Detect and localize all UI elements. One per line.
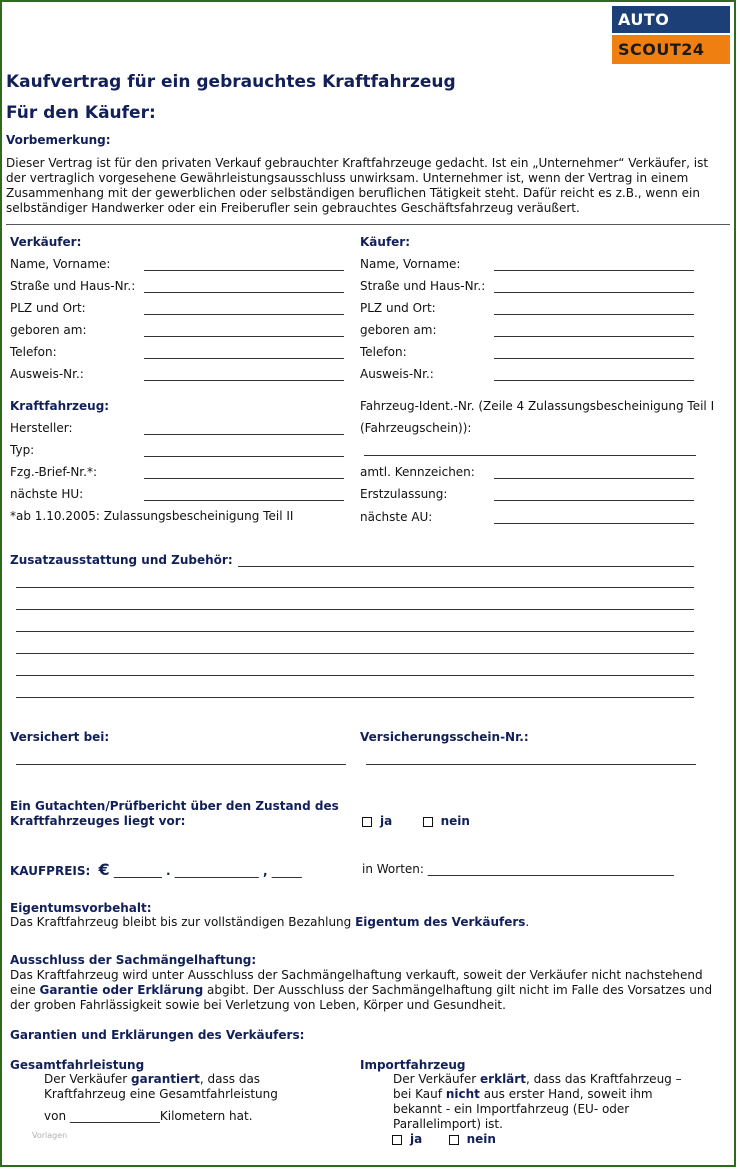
price-thousands-field[interactable]: ______________ [174, 864, 259, 878]
vehicle-field-input[interactable] [144, 500, 344, 501]
seller-field-label: geboren am: [10, 323, 87, 337]
retention-text-plain: Das Kraftfahrzeug bleibt bis zur vollständigen Bezahlung [10, 915, 356, 929]
watermark-text: Vorlagen [32, 1131, 68, 1140]
mileage-heading: Gesamtfahrleistung [10, 1058, 145, 1072]
expertise-yes-checkbox[interactable] [362, 817, 372, 827]
preamble-heading: Vorbemerkung: [6, 133, 111, 147]
import-line2 [393, 1087, 653, 1101]
mileage-text-1: Der Verkäufer [44, 1072, 132, 1086]
buyer-field-label: geboren am: [360, 323, 437, 337]
liability-text-2: abgibt. Der Ausschluss der Sachmängelhaftung gilt nicht im Falle des Vorsatzes und der groben Fahrlässigkeit sowie bei Verletzung von Leben, Körper und Gesundheit. [10, 983, 713, 1012]
expertise-no-checkbox[interactable] [423, 817, 433, 827]
vehicle-field-label: Typ: [10, 443, 35, 457]
autoscout24-logo [612, 6, 730, 64]
insured-by-field[interactable] [16, 764, 346, 765]
seller-field-input[interactable] [144, 314, 344, 315]
buyer-field-label: Name, Vorname: [360, 257, 461, 271]
expertise-options [362, 814, 470, 828]
price-dot: . [166, 864, 171, 878]
extras-line[interactable] [16, 631, 694, 632]
logo-top: AUTO [612, 6, 730, 33]
vehicle-right-field-input[interactable] [494, 500, 694, 501]
policy-no-label: Versicherungsschein-Nr.: [360, 730, 529, 744]
seller-field-label: Telefon: [10, 345, 57, 359]
extras-field[interactable] [238, 566, 694, 567]
buyer-field-label: Telefon: [360, 345, 407, 359]
page-subtitle: Für den Käufer: [6, 103, 156, 123]
import-heading: Importfahrzeug [360, 1058, 466, 1072]
price-cents-field[interactable]: _____ [271, 864, 302, 878]
import-text-bold-2: nicht [445, 1087, 480, 1101]
retention-heading: Eigentumsvorbehalt: [10, 901, 152, 915]
extras-line[interactable] [16, 675, 694, 676]
guarantees-heading: Garantien und Erklärungen des Verkäufers: [10, 1028, 305, 1042]
liability-heading: Ausschluss der Sachmängelhaftung: [10, 953, 257, 967]
seller-field-input[interactable] [144, 270, 344, 271]
import-line3: bekannt - ein Importfahrzeug (EU- oder [393, 1102, 630, 1116]
vehicle-field-input[interactable] [144, 478, 344, 479]
mileage-line1 [44, 1072, 260, 1086]
euro-sign: € [98, 860, 110, 879]
retention-text-bold: Eigentum des Verkäufers [355, 915, 526, 929]
vehicle-right-field-input[interactable] [494, 478, 694, 479]
vin-label: Fahrzeug-Ident.-Nr. (Zeile 4 Zulassungsbescheinigung Teil I [360, 399, 715, 413]
vehicle-field-label: nächste HU: [10, 487, 84, 501]
seller-field-input[interactable] [144, 380, 344, 381]
divider [6, 224, 730, 225]
vin-field[interactable] [364, 455, 696, 456]
seller-field-label: Straße und Haus-Nr.: [10, 279, 136, 293]
import-text-4: aus erster Hand, soweit ihm [479, 1087, 653, 1101]
seller-field-input[interactable] [144, 336, 344, 337]
liability-text-1: Das Kraftfahrzeug wird unter Ausschluss der Sachmängelhaftung verkauft, soweit der Verkäufer nicht nachstehend eine [10, 968, 703, 997]
import-line1 [393, 1072, 682, 1086]
seller-field-input[interactable] [144, 358, 344, 359]
price-row [10, 860, 302, 879]
seller-field-input[interactable] [144, 292, 344, 293]
liability-text-bold: Garantie oder Erklärung [39, 983, 204, 997]
buyer-field-input[interactable] [494, 380, 694, 381]
vin-label-2: (Fahrzeugschein)): [360, 421, 472, 435]
extras-heading: Zusatzausstattung und Zubehör: [10, 553, 233, 567]
seller-heading: Verkäufer: [10, 235, 82, 249]
buyer-field-input[interactable] [494, 358, 694, 359]
mileage-text-2: , dass das [199, 1072, 261, 1086]
import-text-1: Der Verkäufer [393, 1072, 481, 1086]
buyer-field-label: Ausweis-Nr.: [360, 367, 434, 381]
seller-field-label: Ausweis-Nr.: [10, 367, 84, 381]
import-line4: Parallelimport) ist. [393, 1117, 503, 1131]
buyer-field-input[interactable] [494, 270, 694, 271]
import-text-3: bei Kauf [393, 1087, 446, 1101]
vehicle-field-input[interactable] [144, 434, 344, 435]
price-euros-field[interactable]: ________ [113, 864, 162, 878]
page-title: Kaufvertrag für ein gebrauchtes Kraftfahrzeug [6, 72, 456, 92]
extras-line[interactable] [16, 587, 694, 588]
price-label: KAUFPREIS: [10, 864, 91, 878]
vehicle-heading: Kraftfahrzeug: [10, 399, 110, 413]
vehicle-right-field-input[interactable] [494, 523, 694, 524]
vehicle-field-label: Hersteller: [10, 421, 73, 435]
buyer-field-label: Straße und Haus-Nr.: [360, 279, 486, 293]
import-options [392, 1132, 496, 1146]
import-no-label: nein [466, 1132, 496, 1146]
retention-text-end: . [525, 915, 530, 929]
price-comma: , [262, 864, 268, 878]
expertise-yes-label: ja [380, 814, 393, 828]
expertise-line2: Kraftfahrzeuges liegt vor: [10, 814, 186, 828]
vehicle-right-field-label: Erstzulassung: [360, 487, 448, 501]
extras-line[interactable] [16, 697, 694, 698]
seller-field-label: Name, Vorname: [10, 257, 111, 271]
buyer-field-input[interactable] [494, 292, 694, 293]
buyer-field-label: PLZ und Ort: [360, 301, 436, 315]
seller-field-label: PLZ und Ort: [10, 301, 86, 315]
mileage-line2: Kraftfahrzeug eine Gesamtfahrleistung [44, 1087, 278, 1101]
vehicle-right-field-label: nächste AU: [360, 510, 433, 524]
logo-bottom: SCOUT24 [612, 35, 730, 64]
extras-line[interactable] [16, 609, 694, 610]
expertise-no-label: nein [440, 814, 470, 828]
preamble-text: Dieser Vertrag ist für den privaten Verkauf gebrauchter Kraftfahrzeuge gedacht. Ist ein „Unternehmer“ Verkäufer, ist der vertraglich vorgesehene Gewährleistungsausschluss unwirksam. Unternehmer ist, wenn der Vertrag in einem Zusammenhang mit der gewerblichen oder selbständigen beruflichen Tätigkeit steht. Dafür reicht es z.B., wenn ein selbständiger Handwerker oder ein Freiberufler sein gebrauchtes Geschäftsfahrzeug veräußert. [6, 156, 709, 215]
extras-line[interactable] [16, 653, 694, 654]
import-text-2: , dass das Kraftfahrzeug – [525, 1072, 682, 1086]
vehicle-right-field-label: amtl. Kennzeichen: [360, 465, 475, 479]
expertise-line1: Ein Gutachten/Prüfbericht über den Zustand des [10, 799, 339, 813]
import-text-bold: erklärt [480, 1072, 526, 1086]
price-in-words-field[interactable]: in Worten: _________________________________________ [362, 862, 674, 876]
mileage-text-bold: garantiert [131, 1072, 200, 1086]
buyer-field-input[interactable] [494, 314, 694, 315]
vehicle-field-input[interactable] [144, 456, 344, 457]
policy-no-field[interactable] [366, 764, 696, 765]
import-no-checkbox[interactable] [449, 1135, 459, 1145]
insured-by-label: Versichert bei: [10, 730, 110, 744]
liability-text [10, 968, 728, 1013]
vehicle-field-label: Fzg.-Brief-Nr.*: [10, 465, 97, 479]
buyer-field-input[interactable] [494, 336, 694, 337]
mileage-km-field[interactable]: von _______________Kilometern hat. [44, 1109, 253, 1123]
import-yes-checkbox[interactable] [392, 1135, 402, 1145]
buyer-heading: Käufer: [360, 235, 411, 249]
vehicle-footnote: *ab 1.10.2005: Zulassungsbescheinigung Teil II [10, 509, 294, 523]
import-yes-label: ja [410, 1132, 423, 1146]
retention-text [10, 915, 529, 929]
